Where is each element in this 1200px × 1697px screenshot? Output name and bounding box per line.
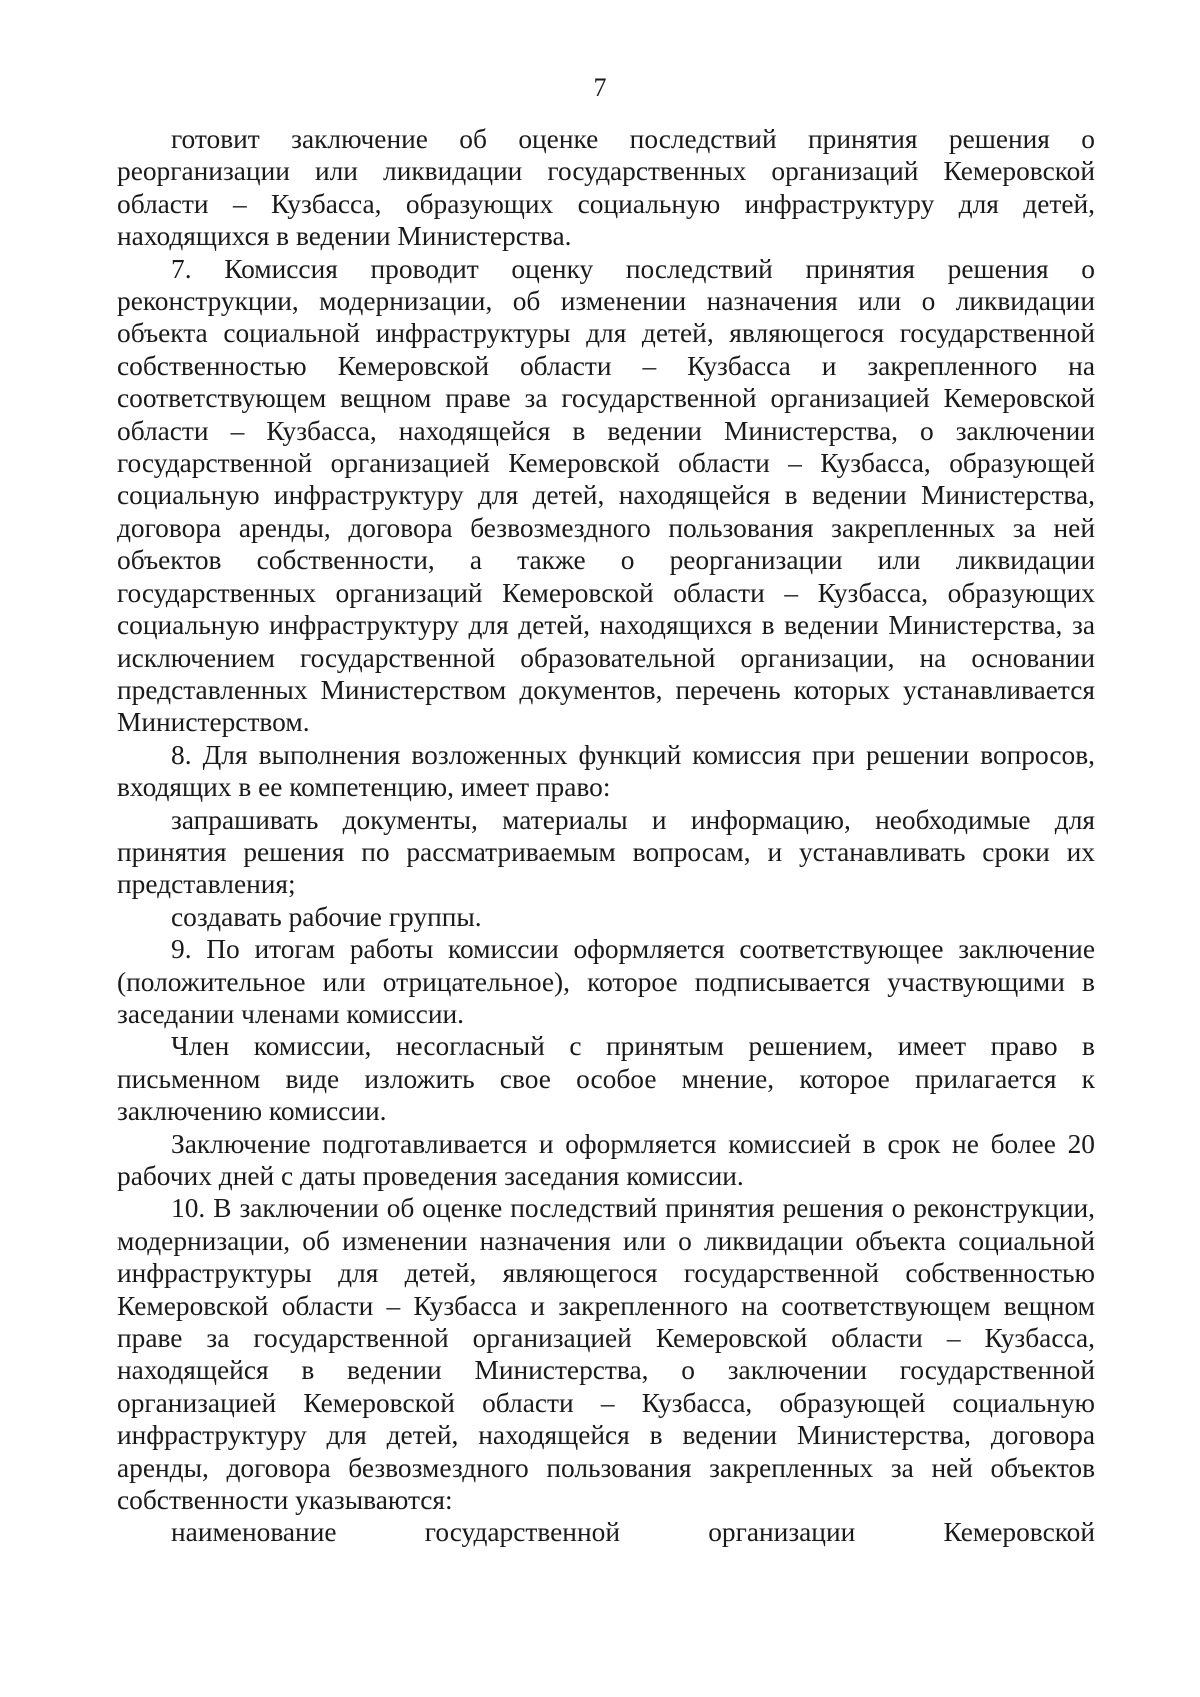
paragraph-item-10: 10. В заключении об оценке последствий принятия решения о реконструкции, модернизации, об изменении назначения или о ликвидации объекта социальной инфраструктуры для детей, являющегося государственной собственностью Кемеровской области – Кузбасса и закрепленного на соответствующем вещном праве за государственной организацией Кемеровской области – Кузбасса, находящейся в ведении Министерства, о заключении государственной организацией Кемеровской области – Кузбасса, образующей социальную инфраструктуру для детей, находящейся в ведении Министерства, договора аренды, договора безвозмездного пользования закрепленных за ней объектов собственности указываются: <box>117 1193 1095 1516</box>
paragraph-item-8: 8. Для выполнения возложенных функций комиссия при решении вопросов, входящих в ее компетенцию, имеет право: <box>117 739 1095 803</box>
page-number: 7 <box>593 73 607 102</box>
paragraph-right-create-groups: создавать рабочие группы. <box>171 901 482 932</box>
paragraph-continuation: готовит заключение об оценке последствий принятия решения о реорганизации или ликвидации государственных организаций Кемеровской области – Кузбасса, образующих социальную инфраструктуру для детей, находящихся в ведении Министерства. <box>117 124 1095 252</box>
paragraph-deadline: Заключение подготавливается и оформляется комиссией в срок не более 20 рабочих дней с даты проведения заседания комиссии. <box>117 1128 1095 1191</box>
paragraph-item-9: 9. По итогам работы комиссии оформляется соответствующее заключение (положительное или отрицательное), которое подписывается участвующими в заседании членами комиссии. <box>117 934 1095 1029</box>
document-body <box>117 123 1095 1549</box>
paragraph-organization-name: наименование государственной организации Кемеровской <box>171 1517 1095 1548</box>
paragraph-item-7: 7. Комиссия проводит оценку последствий принятия решения о реконструкции, модернизации, об изменении назначения или о ликвидации объекта социальной инфраструктуры для детей, являющегося государственной собственностью Кемеровской области – Кузбасса и закрепленного на соответствующем вещном праве за государственной организацией Кемеровской области – Кузбасса, находящейся в ведении Министерства, о заключении государственной организацией Кемеровской области – Кузбасса, образующей социальную инфраструктуру для детей, находящейся в ведении Министерства, договора аренды, договора безвозмездного пользования закрепленных за ней объектов собственности, а также о реорганизации или ликвидации государственных организаций Кемеровской области – Кузбасса, образующих социальную инфраструктуру для детей, находящихся в ведении Министерства, за исключением государственной образовательной организации, на основании представленных Министерством документов, перечень которых устанавливается Министерством. <box>117 253 1095 738</box>
paragraph-dissenting-opinion: Член комиссии, несогласный с принятым решением, имеет право в письменном виде изложить свое особое мнение, которое прилагается к заключению комиссии. <box>117 1031 1095 1127</box>
paragraph-right-request-documents: запрашивать документы, материалы и информацию, необходимые для принятия решения по рассматриваемым вопросам, и устанавливать сроки их представления; <box>117 804 1095 900</box>
